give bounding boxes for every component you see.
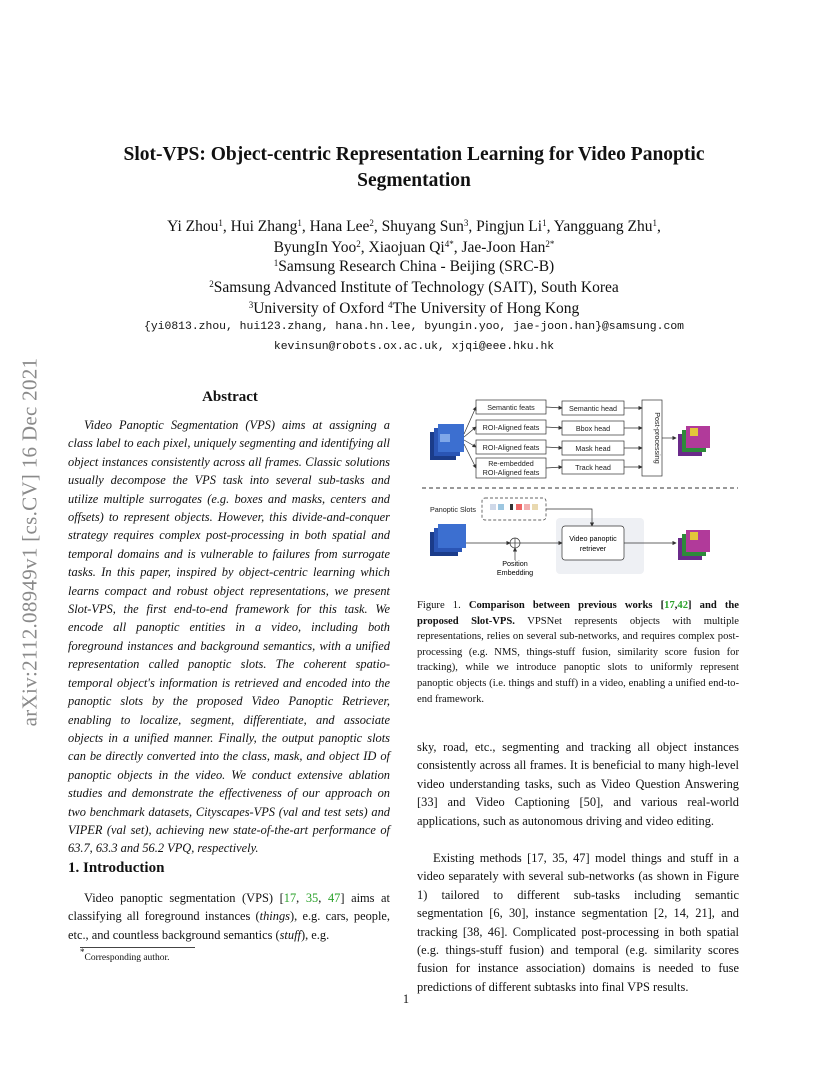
svg-text:Bbox head: Bbox head <box>575 424 611 433</box>
email-line-1: {yi0813.zhou, hui123.zhang, hana.hn.lee, byungin.yoo, jae-joon.han}@samsung.com <box>143 321 684 333</box>
section-heading-introduction: 1. Introduction <box>68 860 165 876</box>
footnote: *Corresponding author. <box>80 947 170 963</box>
affiliation-1: $^1$Samsung Research China - Beijing (SRC-B) <box>273 258 555 275</box>
citation-link[interactable]: 35 <box>305 891 319 905</box>
author-line-1: Yi Zhou$^1$, Hui Zhang$^1$, Hana Lee$^2$, Shuyang Sun$^3$, Pingjun Li$^1$, Yangguang Zhu$^1$, <box>167 218 661 235</box>
input-video-frames-top <box>430 424 464 460</box>
author: Shuyang Sun <box>381 218 464 235</box>
svg-text:ROI-Aligned feats: ROI-Aligned feats <box>482 468 540 477</box>
author-line-2: ByungIn Yoo$^2$, Xiaojuan $Qi^{4*}$, Jae-Joon Han$^{2*}$ <box>273 239 555 256</box>
svg-text:Video panoptic: Video panoptic <box>569 534 617 543</box>
affiliation-2: $^2$Samsung Advanced Institute of Technology (SAIT), South Korea <box>209 279 619 296</box>
arxiv-side-stamp <box>8 292 52 792</box>
svg-text:ROI-Aligned feats: ROI-Aligned feats <box>482 443 540 452</box>
svg-text:Semantic feats: Semantic feats <box>487 403 535 412</box>
svg-text:Semantic head: Semantic head <box>569 404 617 413</box>
svg-text:Track head: Track head <box>575 463 611 472</box>
author: ByungIn Yoo <box>273 239 357 256</box>
svg-text:Mask head: Mask head <box>575 444 611 453</box>
output-frames-top <box>678 426 710 456</box>
author: Hui Zhang <box>230 218 298 235</box>
svg-text:ROI-Aligned feats: ROI-Aligned feats <box>482 423 540 432</box>
panoptic-slot-tokens <box>490 504 538 510</box>
email-line-2: kevinsun@robots.ox.ac.uk, xjqi@eee.hku.hk <box>273 341 555 353</box>
svg-text:Panoptic Slots: Panoptic Slots <box>430 505 476 514</box>
intro-paragraph-continued: sky, road, etc., segmenting and tracking all object instances consistently across all frames. It is beneficial to many high-level video understanding tasks, such as Video Question Answering [33] and Video Captioning [50], and various real-world applications, such as autonomous driving and video editing. <box>417 740 739 828</box>
author: Hana Lee <box>309 218 370 235</box>
author-emails <box>80 317 748 357</box>
author: Xiaojuan Qi <box>368 239 445 256</box>
citation-link[interactable]: 17 <box>664 600 675 611</box>
author: Yangguang Zhu <box>553 218 653 235</box>
author: Pingjun Li <box>476 218 543 235</box>
svg-text:Position: Position <box>502 559 528 568</box>
svg-text:Post-processing: Post-processing <box>653 412 662 464</box>
intro-paragraph-existing-methods: Existing methods [17, 35, 47] model things and stuff in a video separately with several sub-networks (as shown in Figure 1) tailored to different sub-tasks including semantic segmentation [6, 30], instance segmentation [2, 14, 21], and tracking [38, 46]. Complicated post-processing in both spatial (e.g. things-stuff fusion) and temporal (e.g. similarity scores fusion for instance association) domains is needed to fuse predictions of different subtasks into final VPS results. <box>417 851 739 994</box>
affiliation-3-4: $^3$University of Oxford $^4$The University of Hong Kong <box>248 300 580 317</box>
figure-1-diagram <box>420 390 740 590</box>
abstract-body: Video Panoptic Segmentation (VPS) aims at assigning a class label to each pixel, uniquely segmenting and identifying all object instances consistently across all frames. Classic solutions usually decompose the VPS task into several sub-tasks and utilize multiple surrogates (e.g. boxes and masks, centers and offsets) to represent objects. However, this divide-and-conquer strategy requires complex post-processing in both spatial and temporal domains and is vulnerable to failures from surrogate tasks. In this paper, inspired by object-centric learning which learns compact and robust object representations, we present Slot-VPS, the first end-to-end framework for this task. We encode all panoptic entities in a video, including both foreground instances and background semantics, with a unified representation called panoptic slots. The coherent spatio-temporal object's information is retrieved and encoded into the panoptic slots by the proposed Video Panoptic Retriever, enabling to localize, segment, differentiate, and associate objects in a unified manner. Finally, the output panoptic slots can be directly converted into the class, mask, and object ID of panoptic objects in the video. We conduct extensive ablation studies and demonstrate the effectiveness of our approach on two benchmark datasets, Cityscapes-VPS (val and test sets) and VIPER (val set), achieving new state-of-the-art performance of 63.7, 63.3 and 56.2 VPQ, respectively. <box>68 418 390 856</box>
footnote-rule <box>80 947 195 948</box>
author: Yi Zhou <box>167 218 219 235</box>
page-number: 1 <box>402 992 410 1006</box>
input-video-frames-bottom <box>430 524 466 556</box>
paper-title: Slot-VPS: Object-centric Representation Learning for Video Panoptic Segmentation <box>123 144 705 191</box>
citation-link[interactable]: 42 <box>677 600 689 611</box>
output-frames-bottom <box>678 530 710 560</box>
intro-paragraph: Video panoptic segmentation (VPS) [17, 35, 47] aims at classifying all foreground instances (things), e.g. cars, people, etc., and countless background semantics (stuff), e.g. <box>68 891 391 942</box>
affiliations <box>80 256 748 319</box>
svg-text:Re-embedded: Re-embedded <box>488 459 534 468</box>
figure-1-caption: Figure 1. Comparison between previous works [17,42] and the proposed Slot-VPS. VPSNet represents objects with multiple representations, relies on several sub-networks, and requires complex post-processing (e.g. NMS, things-stuff fusion, similarity score fusion for tracking), while we introduce panoptic slots to uniformly represent panoptic objects (i.e. things and stuff) in a video, enabling a unified end-to-end framework. <box>417 600 740 705</box>
citation-link[interactable]: 47 <box>327 891 341 905</box>
arxiv-id-text: arXiv:2112.08949v1 [cs.CV] 16 Dec 2021 <box>17 357 42 727</box>
author-list <box>80 216 748 258</box>
svg-text:Embedding: Embedding <box>496 568 534 577</box>
author: Jae-Joon Han <box>461 239 546 256</box>
abstract-heading: Abstract <box>202 389 258 405</box>
svg-text:retriever: retriever <box>579 544 607 553</box>
citation-link[interactable]: 17 <box>283 891 297 905</box>
